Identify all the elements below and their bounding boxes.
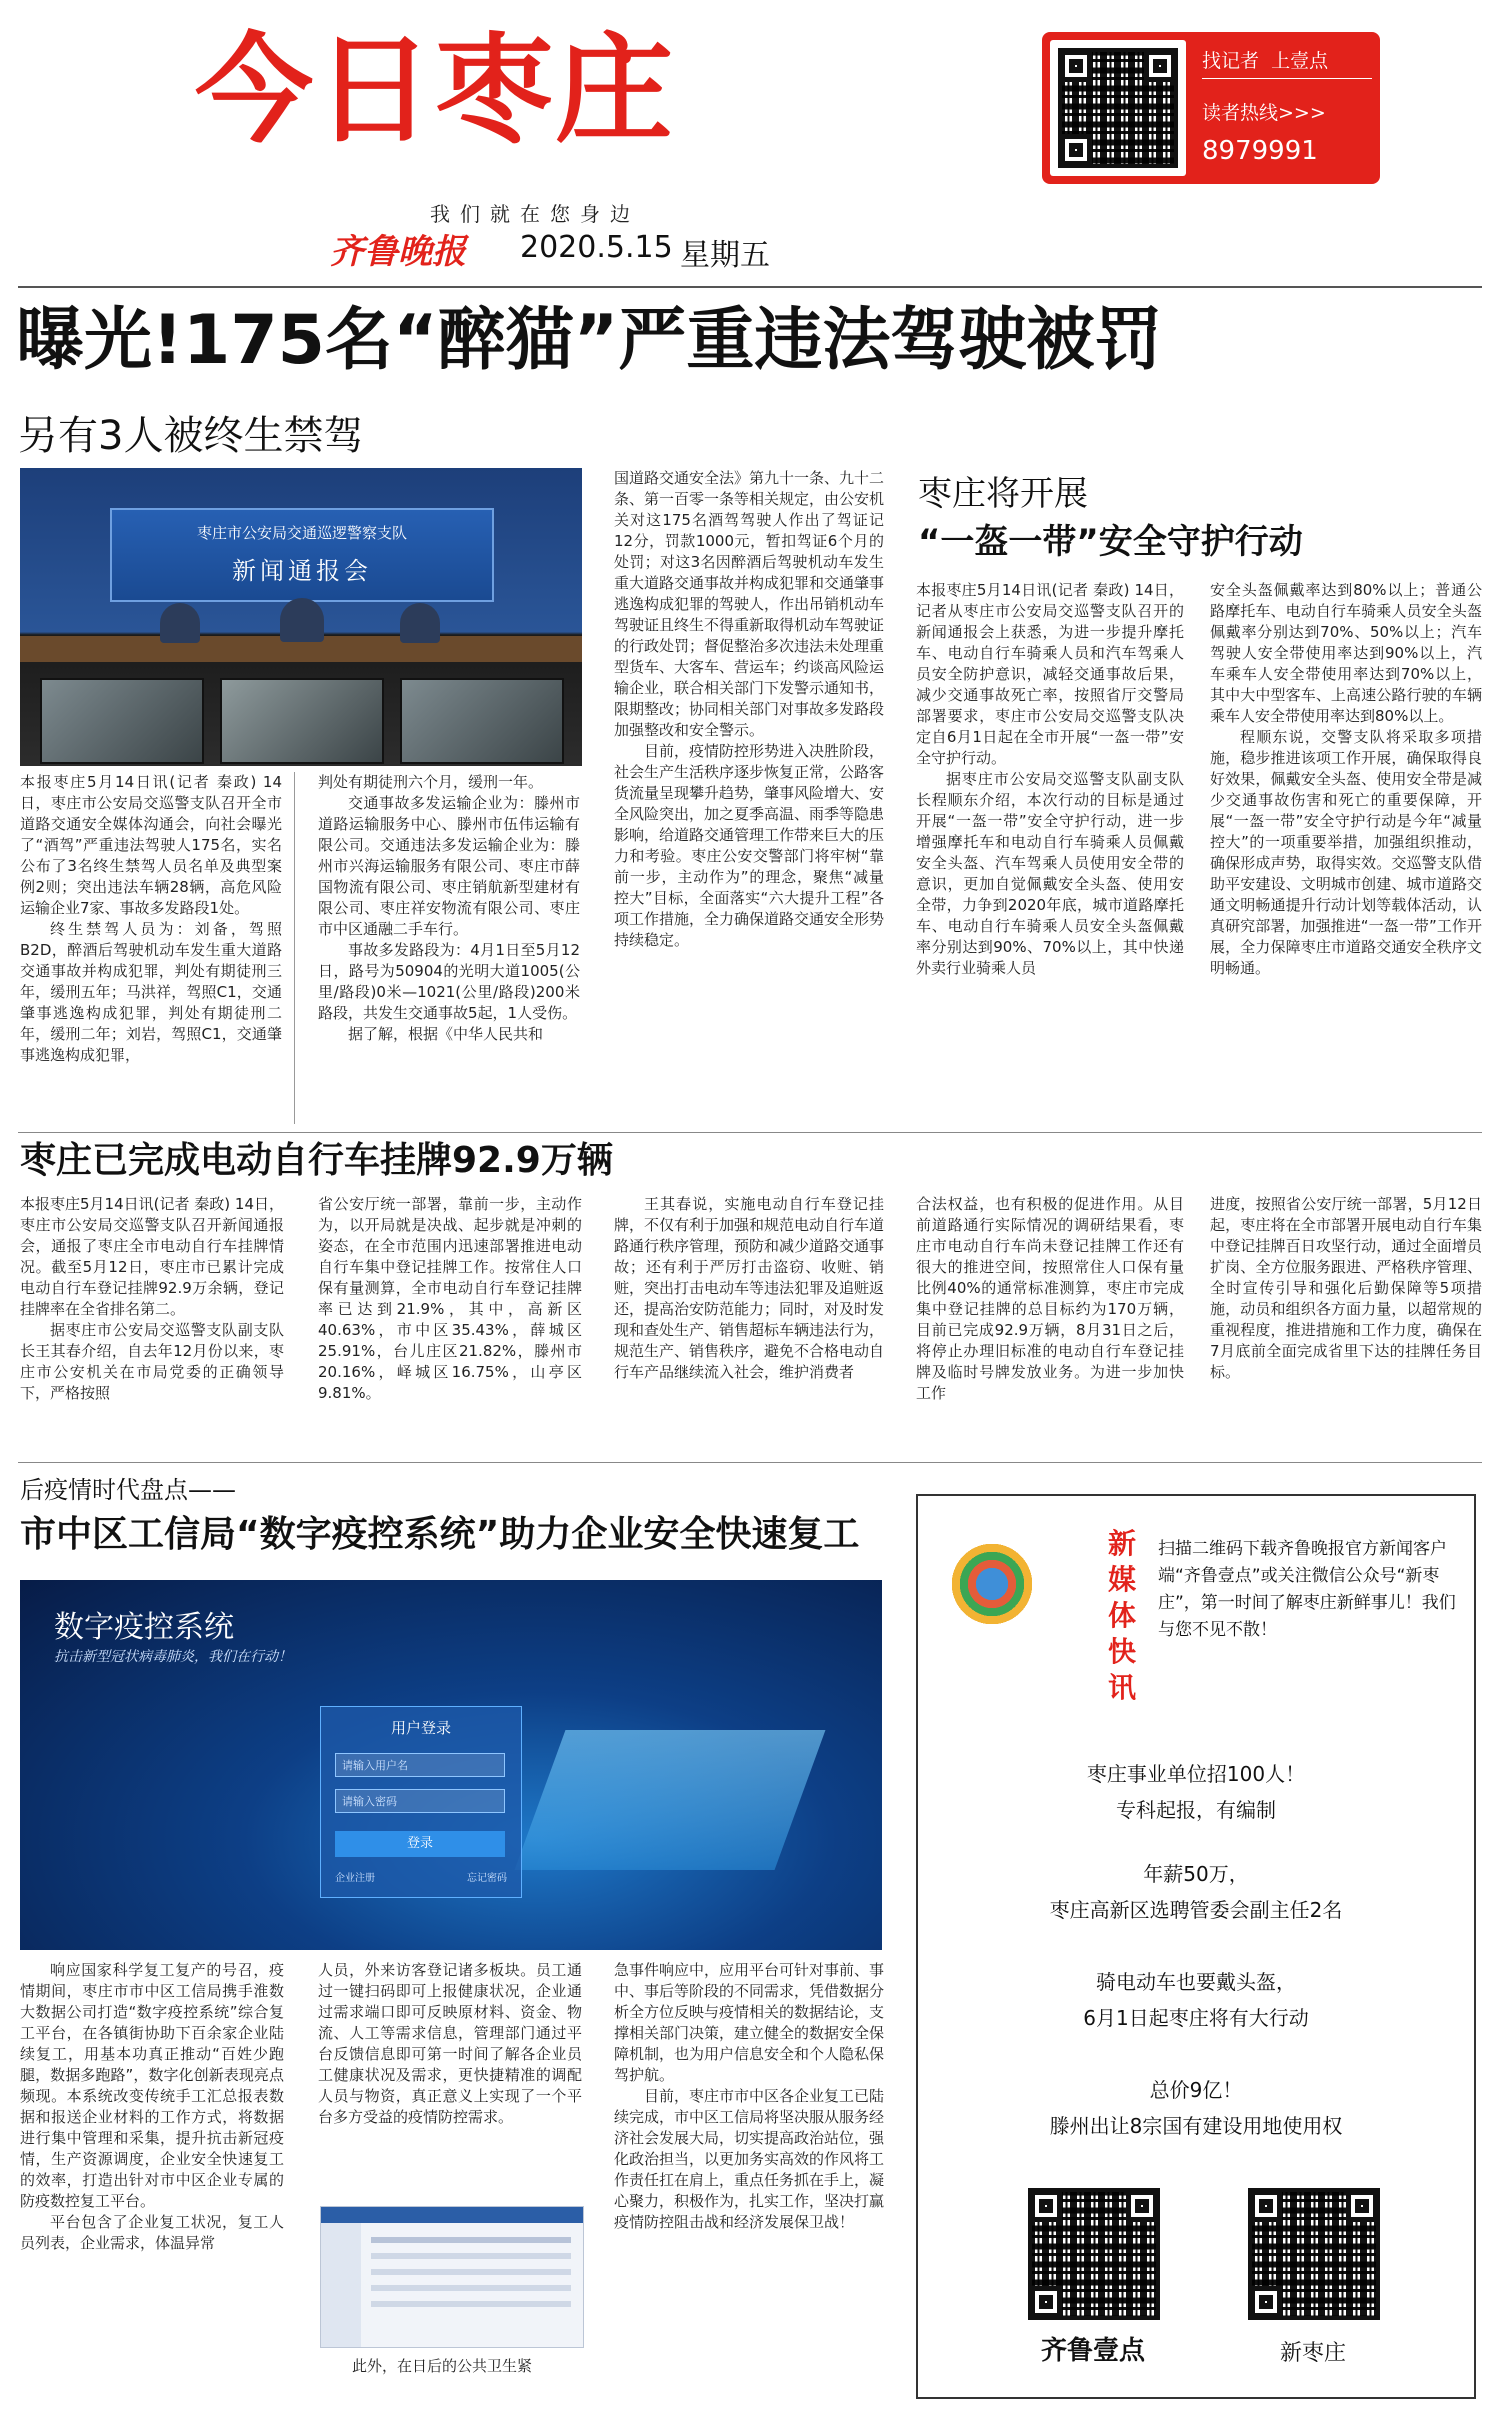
- lead-subhead: 另有3人被终生禁驾: [18, 413, 364, 459]
- digital-headline: 市中区工信局“数字疫控系统”助力企业安全快速复工: [20, 1514, 860, 1555]
- contact-qr-code[interactable]: [1058, 48, 1178, 168]
- xinzaozhuang-qr-code[interactable]: [1248, 2188, 1380, 2320]
- helmet-column-2: 安全头盔佩戴率达到80%以上；普通公路摩托车、电动自行车骑乘人员安全头盔佩戴率分别达到70%、50%以上；汽车驾驶人安全带使用率达到90%以上，汽车乘车人安全带使用率达到70%以上，其中大中型客车、上高速公路行驶的车辆乘车人安全带使用率达到80%以上。 程顺东说，交警支队将采取多项措施，稳步推进该项工作开展，确保取得良好效果，佩戴安全头盔、使用安全带是减少交通事故伤害和死亡的重要保障，开展“一盔一带”安全守护行动是今年“减量控大”的一项重要举措，加强组织推动，确保形成声势，取得实效。交巡警支队借助平安建设、文明城市创建、城市道路交通文明畅通提升行动计划等载体活动，认真研究部署，加强推进“一盔一带”工作开展，全力保障枣庄市道路交通安全秩序文明畅通。: [1210, 581, 1482, 977]
- lead-column-2: 判处有期徒刑六个月，缓刑一年。 交通事故多发运输企业为：滕州市道路运输服务中心、滕州市伍伟运输有限公司。交通违法多发运输企业为：滕州市兴海运输服务有限公司、枣庄市薛国物流有限公司、枣庄销航新型建材有限公司、枣庄祥安物流有限公司、枣庄市中区通融二手车行。 事故多发路段为：4月1日至5月12日，路号为50904的光明大道1005(公里/路段)0米—1021(公里/路段)200米路段，共发生交通事故5起，1人受伤。 据了解，根据《中华人民共和: [318, 773, 580, 1043]
- sidebar-item-4[interactable]: [918, 2072, 1474, 2144]
- screen-right: [400, 678, 564, 764]
- login-title: 用户登录: [390, 1719, 451, 1737]
- digital-kicker: 后疫情时代盘点——: [20, 1476, 236, 1504]
- xinzaozhuang-label: 新枣庄: [1279, 2341, 1346, 2366]
- ebike-column-1: 本报枣庄5月14日讯(记者 秦政) 14日，枣庄市公安局交巡警支队召开新闻通报会，通报了枣庄全市电动自行车挂牌情况。截至5月12日，枣庄市已累计完成电动自行车登记挂牌92.9万余辆，登记挂牌率在全省排名第二。 据枣庄市公安局交巡警支队副支队长王其春介绍，自去年12月份以来，枣庄市公安机关在市局党委的正确领导下，严格按照: [20, 1195, 284, 1402]
- sidebar-item-2-line2: 枣庄高新区选聘管委会副主任2名: [1049, 1898, 1343, 1922]
- photo-banner: [110, 508, 494, 602]
- digital-column-2: 人员，外来访客登记诸多板块。员工通过一键扫码即可上报健康状况，企业通过需求端口即可反映原材料、资金、物流、人工等需求信息，管理部门通过平台反馈信息即可第一时间了解各企业员工健康状况及需求，更快捷精准的调配人员与物资，真正意义上实现了一个平台多方受益的疫情防控需求。: [318, 1961, 582, 2126]
- lead-column-1: 本报枣庄5月14日讯(记者 秦政) 14日，枣庄市公安局交巡警支队召开全市道路交通安全媒体沟通会，向社会曝光了“酒驾”严重违法驾驶人175名，实名公布了3名终生禁驾人员名单及典型案例2则；突出违法车辆28辆，高危风险运输企业7家、事故多发路段1处。 终生禁驾人员为：刘备，驾照B2D，醉酒后驾驶机动车发生重大道路交通事故并构成犯罪，判处有期徒刑三年，缓刑五年；马洪祥，驾照C1，交通肇事逃逸构成犯罪，判处有期徒刑二年，缓刑二年；刘岩，驾照C1，交通肇事逃逸构成犯罪，: [20, 773, 282, 1064]
- login-username-input[interactable]: 请输入用户名: [335, 1753, 505, 1777]
- new-media-graphic: [932, 1504, 1052, 1704]
- masthead-divider: [18, 286, 1482, 288]
- contact-qr-frame: [1050, 40, 1186, 176]
- ebike-column-3: 王其春说，实施电动自行车登记挂牌，不仅有利于加强和规范电动自行车道路通行秩序管理，预防和减少道路交通事故；还有利于严厉打击盗窃、收赃、销赃，突出打击电动车等违法犯罪及追赃返还，提高治安防范能力；同时，对及时发现和查处生产、销售超标车辆违法行为，规范生产、销售秩序，避免不合格电动自行车产品继续流入社会，维护消费者: [614, 1195, 884, 1381]
- promo-text: 扫描二维码下载齐鲁晚报官方新闻客户端“齐鲁壹点”或关注微信公众号“新枣庄”，第一时间了解枣庄新鲜事儿！我们与您不见不散！: [1158, 1539, 1456, 1640]
- hotline-number: 8979991: [1202, 136, 1318, 166]
- officer-right: [400, 603, 440, 643]
- digital-column-1: 响应国家科学复工复产的号召，疫情期间，枣庄市市中区工信局携手淮数大数据公司打造“数字疫控系统”综合复工平台，在各镇街协助下百余家企业陆续复工，用基本功真正推动“百姓少跑腿，数据多跑路”，数字化创新表现亮点频现。本系统改变传统手工汇总报表数据和报送企业材料的工作方式，将数据进行集中管理和采集，提升抗击新冠疫情，生产资源调度，企业安全快速复工的效率，打造出针对市中区企业专属的防疫数控复工平台。 平台包含了企业复工状况，复工人员列表，企业需求，体温异常: [20, 1961, 284, 2252]
- platform-dashboard-screenshot: [320, 2206, 584, 2348]
- login-password-input[interactable]: 请输入密码: [335, 1789, 505, 1813]
- login-button[interactable]: 登录: [335, 1831, 505, 1857]
- system-title: 数字疫控系统: [54, 1610, 234, 1645]
- sidebar-item-2[interactable]: [918, 1856, 1474, 1928]
- lead-column-3: 国道路交通安全法》第九十一条、九十二条、第一百零一条等相关规定，由公安机关对这175名酒驾驾驶人作出了驾证记12分，罚款1000元，暂扣驾证6个月的处罚；对这3名因醉酒后驾驶机动车发生重大道路交通事故并构成犯罪和交通肇事逃逸构成犯罪的驾驶人，作出吊销机动车驾驶证且终生不得重新取得机动车驾驶证的行政处罚；督促整治多次违法未处理重型货车、大客车、营运车；约谈高风险运输企业，联合相关部门下发警示通知书，限期整改；协同相关部门对事故多发路段加强整改和安全警示。 目前，疫情防控形势进入决胜阶段，社会生产生活秩序逐步恢复正常，公路客货流量呈现攀升趋势，肇事风险增大、安全风险突出，加之夏季高温、雨季等隐患影响，给道路交通管理工作带来巨大的压力和考验。枣庄公安交警部门将牢树“靠前一步，主动作为”的理念，聚焦“减量控大”目标，全面落实“六大提升工程”各项工作措施，全力确保道路交通安全形势持续稳定。: [614, 469, 884, 949]
- sidebar-item-1[interactable]: [918, 1756, 1474, 1828]
- helmet-headline-1: 枣庄将开展: [918, 474, 1088, 514]
- screen-left: [40, 678, 204, 764]
- contact-label: 找记者 上壹点: [1202, 50, 1329, 72]
- helmet-headline-2: “一盔一带”安全守护行动: [918, 522, 1303, 562]
- press-conference-photo: [20, 468, 582, 766]
- register-link[interactable]: 企业注册: [335, 1873, 375, 1884]
- officer-left: [160, 603, 200, 643]
- ebike-headline: 枣庄已完成电动自行车挂牌92.9万辆: [20, 1140, 613, 1181]
- sidebar-box: [916, 1494, 1476, 2399]
- qilu-app-qr-code[interactable]: [1028, 2188, 1160, 2320]
- sidebar-item-3-line2: 6月1日起枣庄将有大行动: [1083, 2006, 1309, 2030]
- ebike-column-5: 进度，按照省公安厅统一部署，5月12日起，枣庄将在全市部署开展电动自行车集中登记挂牌百日攻坚行动，通过全面增员扩岗、全方位服务跟进、严格秩序管理、全时宣传引导和强化后勤保障等5项措施，动员和组织各方面力量，以超常规的重视程度，推进措施和工作力度，确保在7月底前全面完成省里下达的挂牌任务目标。: [1210, 1195, 1482, 1381]
- new-media-badge: 新媒体快讯: [1108, 1527, 1137, 1704]
- hotline-label: 读者热线>>>: [1202, 102, 1326, 124]
- login-panel: [320, 1706, 522, 1898]
- masthead-slogan: 我们就在您身边: [430, 202, 640, 226]
- paper-logo: 齐鲁晚报: [330, 232, 466, 272]
- sidebar-item-3-line1: 骑电动车也要戴头盔，: [1096, 1970, 1296, 1994]
- issue-weekday: 星期五: [680, 238, 770, 273]
- masthead-title: 今日枣庄: [195, 21, 676, 159]
- ebike-column-4: 合法权益，也有积极的促进作用。从目前道路通行实际情况的调研结果看，枣庄市电动自行车尚未登记挂牌工作还有很大的推进空间，按照常住人口保有量比例40%的通常标准测算，枣庄市完成集中登记挂牌的总目标约为170万辆，目前已完成92.9万辆，8月31日之后，将停止办理旧标准的电动自行车登记挂牌及临时号牌发放业务。为进一步加快工作: [916, 1195, 1184, 1402]
- photo-banner-line1: 枣庄市公安局交通巡逻警察支队: [196, 524, 407, 542]
- sidebar-item-2-line1: 年薪50万，: [1143, 1862, 1249, 1886]
- sidebar-item-1-line2: 专科起报，有编制: [1116, 1798, 1276, 1822]
- digital-column-3: 急事件响应中，应用平台可针对事前、事中、事后等阶段的不同需求，凭借数据分析全方位反映与疫情相关的数据结论，支撑相关部门决策，建立健全的数据安全保障机制，也为用户信息安全和个人隐私保驾护航。 目前，枣庄市市中区各企业复工已陆续完成，市中区工信局将坚决服从服务经济社会发展大局，切实提高政治站位，强化政治担当，以更加务实高效的作风将工作责任扛在肩上，重点任务抓在手上，凝心聚力，积极作为，扎实工作，坚决打赢疫情防控阻击战和经济发展保卫战！: [614, 1961, 884, 2231]
- sidebar-item-3[interactable]: [918, 1964, 1474, 2036]
- cityscape: [515, 1730, 826, 1870]
- photo-banner-line2: 新闻通报会: [232, 557, 372, 585]
- system-screenshot: [20, 1580, 882, 1950]
- issue-date: 2020.5.15: [520, 230, 673, 265]
- system-subtitle: 抗击新型冠状病毒肺炎，我们在行动！: [54, 1649, 292, 1665]
- masthead: [0, 0, 1500, 290]
- sidebar-item-4-line2: 滕州出让8宗国有建设用地使用权: [1049, 2114, 1343, 2138]
- officer-center: [280, 598, 324, 642]
- helmet-column-1: 本报枣庄5月14日讯(记者 秦政) 14日，记者从枣庄市公安局交巡警支队召开的新闻通报会上获悉，为进一步提升摩托车、电动自行车骑乘人员和汽车驾乘人员安全防护意识，减轻交通事故后果，减少交通事故死亡率，按照省厅交警局部署要求，枣庄市公安局交巡警支队决定自6月1日起在全市开展“一盔一带”安全守护行动。 据枣庄市公安局交巡警支队副支队长程顺东介绍，本次行动的目标是通过开展“一盔一带”安全守护行动，进一步增强摩托车和电动自行车骑乘人员佩戴安全头盔、汽车驾乘人员使用安全带的意识，更加自觉佩戴安全头盔、使用安全带，力争到2020年底，城市道路摩托车、电动自行车骑乘人员安全头盔佩戴率分别达到90%、70%以上，其中快递外卖行业骑乘人员: [916, 581, 1184, 977]
- digital-column-2-bottom: 此外，在日后的公共卫生紧: [352, 2357, 533, 2375]
- screen-center: [220, 678, 384, 764]
- sidebar-item-1-line1: 枣庄事业单位招100人！: [1086, 1762, 1306, 1786]
- forgot-password-link[interactable]: 忘记密码: [467, 1873, 507, 1884]
- lead-headline: 曝光!175名“醉猫”严重违法驾驶被罚: [16, 301, 1163, 380]
- qilu-app-label: 齐鲁壹点: [1040, 2336, 1145, 2366]
- ebike-column-2: 省公安厅统一部署，靠前一步，主动作为，以开局就是决战、起步就是冲刺的姿态，在全市范围内迅速部署推进电动自行车集中登记挂牌工作。按常住人口保有量测算，全市电动自行车登记挂牌率已达到21.9%，其中，高新区40.63%，市中区35.43%，薛城区25.91%，台儿庄区21.82%，滕州市20.16%，峄城区16.75%，山亭区9.81%。: [318, 1195, 582, 1402]
- contact-box: [1042, 32, 1380, 184]
- sidebar-item-4-line1: 总价9亿！: [1149, 2078, 1243, 2102]
